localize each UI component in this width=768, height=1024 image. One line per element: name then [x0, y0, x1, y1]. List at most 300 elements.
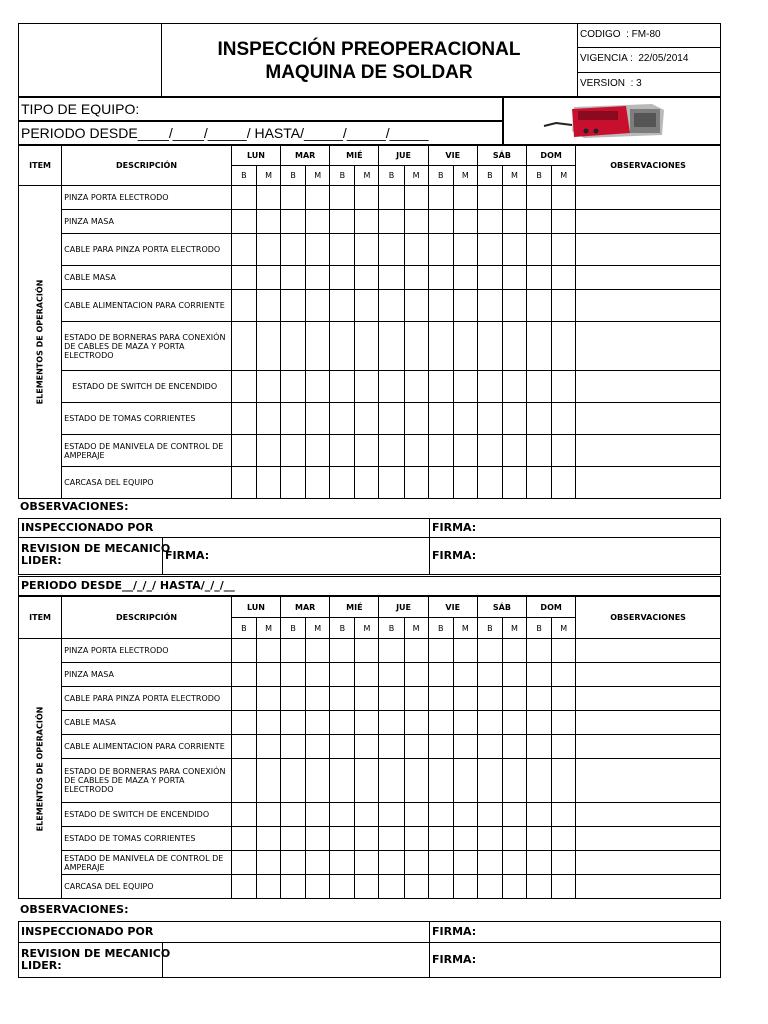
check-cell[interactable]	[404, 290, 428, 322]
check-cell[interactable]	[502, 371, 526, 403]
observation-cell[interactable]	[576, 322, 721, 371]
check-cell[interactable]	[453, 827, 477, 851]
check-cell[interactable]	[281, 851, 306, 875]
check-cell[interactable]	[502, 403, 526, 435]
check-cell[interactable]	[330, 711, 355, 735]
check-cell[interactable]	[404, 435, 428, 467]
check-cell[interactable]	[306, 467, 330, 499]
check-cell[interactable]	[231, 371, 256, 403]
check-cell[interactable]	[330, 371, 355, 403]
check-cell[interactable]	[453, 875, 477, 899]
check-cell[interactable]	[527, 735, 552, 759]
check-cell[interactable]	[330, 875, 355, 899]
check-cell[interactable]	[453, 663, 477, 687]
check-cell[interactable]	[453, 371, 477, 403]
check-cell[interactable]	[231, 711, 256, 735]
check-cell[interactable]	[306, 322, 330, 371]
check-cell[interactable]	[281, 663, 306, 687]
check-cell[interactable]	[330, 803, 355, 827]
check-cell[interactable]	[527, 803, 552, 827]
check-cell[interactable]	[404, 759, 428, 803]
check-cell[interactable]	[231, 210, 256, 234]
check-cell[interactable]	[256, 851, 280, 875]
check-cell[interactable]	[502, 803, 526, 827]
check-cell[interactable]	[330, 186, 355, 210]
check-cell[interactable]	[552, 371, 576, 403]
check-cell[interactable]	[428, 711, 453, 735]
check-cell[interactable]	[428, 322, 453, 371]
check-cell[interactable]	[428, 851, 453, 875]
check-cell[interactable]	[256, 322, 280, 371]
check-cell[interactable]	[231, 803, 256, 827]
check-cell[interactable]	[306, 735, 330, 759]
check-cell[interactable]	[477, 371, 502, 403]
check-cell[interactable]	[355, 186, 379, 210]
check-cell[interactable]	[330, 663, 355, 687]
check-cell[interactable]	[330, 467, 355, 499]
check-cell[interactable]	[428, 435, 453, 467]
check-cell[interactable]	[404, 735, 428, 759]
check-cell[interactable]	[477, 759, 502, 803]
check-cell[interactable]	[256, 735, 280, 759]
check-cell[interactable]	[281, 827, 306, 851]
check-cell[interactable]	[527, 711, 552, 735]
check-cell[interactable]	[379, 687, 404, 711]
check-cell[interactable]	[231, 186, 256, 210]
check-cell[interactable]	[552, 290, 576, 322]
check-cell[interactable]	[502, 234, 526, 266]
check-cell[interactable]	[379, 403, 404, 435]
check-cell[interactable]	[256, 371, 280, 403]
check-cell[interactable]	[256, 687, 280, 711]
check-cell[interactable]	[428, 210, 453, 234]
check-cell[interactable]	[552, 186, 576, 210]
check-cell[interactable]	[330, 290, 355, 322]
check-cell[interactable]	[306, 851, 330, 875]
check-cell[interactable]	[306, 371, 330, 403]
check-cell[interactable]	[231, 735, 256, 759]
check-cell[interactable]	[379, 467, 404, 499]
observation-cell[interactable]	[576, 851, 721, 875]
check-cell[interactable]	[281, 639, 306, 663]
check-cell[interactable]	[256, 827, 280, 851]
check-cell[interactable]	[281, 687, 306, 711]
check-cell[interactable]	[256, 290, 280, 322]
check-cell[interactable]	[527, 403, 552, 435]
check-cell[interactable]	[428, 290, 453, 322]
check-cell[interactable]	[502, 266, 526, 290]
check-cell[interactable]	[552, 759, 576, 803]
observation-cell[interactable]	[576, 435, 721, 467]
check-cell[interactable]	[428, 735, 453, 759]
check-cell[interactable]	[256, 467, 280, 499]
check-cell[interactable]	[256, 803, 280, 827]
check-cell[interactable]	[552, 875, 576, 899]
check-cell[interactable]	[477, 186, 502, 210]
check-cell[interactable]	[428, 234, 453, 266]
check-cell[interactable]	[231, 435, 256, 467]
check-cell[interactable]	[428, 639, 453, 663]
check-cell[interactable]	[256, 759, 280, 803]
observation-cell[interactable]	[576, 827, 721, 851]
observation-cell[interactable]	[576, 266, 721, 290]
check-cell[interactable]	[527, 322, 552, 371]
check-cell[interactable]	[231, 322, 256, 371]
check-cell[interactable]	[379, 266, 404, 290]
check-cell[interactable]	[355, 322, 379, 371]
check-cell[interactable]	[231, 827, 256, 851]
observation-cell[interactable]	[576, 687, 721, 711]
check-cell[interactable]	[527, 687, 552, 711]
check-cell[interactable]	[330, 234, 355, 266]
check-cell[interactable]	[453, 851, 477, 875]
check-cell[interactable]	[477, 290, 502, 322]
check-cell[interactable]	[281, 186, 306, 210]
check-cell[interactable]	[306, 875, 330, 899]
check-cell[interactable]	[428, 759, 453, 803]
observation-cell[interactable]	[576, 371, 721, 403]
check-cell[interactable]	[281, 210, 306, 234]
check-cell[interactable]	[552, 403, 576, 435]
check-cell[interactable]	[355, 467, 379, 499]
check-cell[interactable]	[477, 234, 502, 266]
check-cell[interactable]	[379, 759, 404, 803]
check-cell[interactable]	[256, 266, 280, 290]
check-cell[interactable]	[428, 687, 453, 711]
check-cell[interactable]	[527, 210, 552, 234]
check-cell[interactable]	[379, 186, 404, 210]
observation-cell[interactable]	[576, 210, 721, 234]
check-cell[interactable]	[404, 210, 428, 234]
check-cell[interactable]	[502, 875, 526, 899]
check-cell[interactable]	[355, 875, 379, 899]
check-cell[interactable]	[453, 210, 477, 234]
observation-cell[interactable]	[576, 186, 721, 210]
check-cell[interactable]	[404, 322, 428, 371]
check-cell[interactable]	[453, 687, 477, 711]
check-cell[interactable]	[281, 711, 306, 735]
check-cell[interactable]	[281, 467, 306, 499]
check-cell[interactable]	[330, 735, 355, 759]
check-cell[interactable]	[477, 735, 502, 759]
check-cell[interactable]	[404, 186, 428, 210]
check-cell[interactable]	[527, 759, 552, 803]
check-cell[interactable]	[428, 827, 453, 851]
check-cell[interactable]	[404, 687, 428, 711]
check-cell[interactable]	[281, 371, 306, 403]
check-cell[interactable]	[306, 687, 330, 711]
check-cell[interactable]	[404, 875, 428, 899]
check-cell[interactable]	[404, 663, 428, 687]
check-cell[interactable]	[379, 711, 404, 735]
check-cell[interactable]	[330, 851, 355, 875]
check-cell[interactable]	[256, 711, 280, 735]
check-cell[interactable]	[428, 803, 453, 827]
check-cell[interactable]	[502, 322, 526, 371]
check-cell[interactable]	[231, 467, 256, 499]
check-cell[interactable]	[379, 827, 404, 851]
check-cell[interactable]	[552, 827, 576, 851]
check-cell[interactable]	[306, 210, 330, 234]
check-cell[interactable]	[281, 435, 306, 467]
check-cell[interactable]	[527, 186, 552, 210]
check-cell[interactable]	[256, 639, 280, 663]
check-cell[interactable]	[231, 759, 256, 803]
check-cell[interactable]	[527, 371, 552, 403]
check-cell[interactable]	[281, 803, 306, 827]
check-cell[interactable]	[527, 875, 552, 899]
check-cell[interactable]	[552, 803, 576, 827]
observation-cell[interactable]	[576, 803, 721, 827]
check-cell[interactable]	[355, 403, 379, 435]
check-cell[interactable]	[477, 467, 502, 499]
check-cell[interactable]	[306, 803, 330, 827]
check-cell[interactable]	[477, 851, 502, 875]
check-cell[interactable]	[453, 266, 477, 290]
check-cell[interactable]	[281, 322, 306, 371]
check-cell[interactable]	[355, 711, 379, 735]
observation-cell[interactable]	[576, 663, 721, 687]
check-cell[interactable]	[527, 851, 552, 875]
check-cell[interactable]	[502, 735, 526, 759]
check-cell[interactable]	[231, 875, 256, 899]
check-cell[interactable]	[552, 234, 576, 266]
check-cell[interactable]	[453, 186, 477, 210]
observation-cell[interactable]	[576, 290, 721, 322]
check-cell[interactable]	[453, 403, 477, 435]
check-cell[interactable]	[330, 403, 355, 435]
check-cell[interactable]	[330, 210, 355, 234]
check-cell[interactable]	[428, 663, 453, 687]
check-cell[interactable]	[404, 827, 428, 851]
check-cell[interactable]	[527, 435, 552, 467]
check-cell[interactable]	[453, 803, 477, 827]
check-cell[interactable]	[527, 290, 552, 322]
check-cell[interactable]	[281, 403, 306, 435]
check-cell[interactable]	[379, 371, 404, 403]
check-cell[interactable]	[552, 663, 576, 687]
check-cell[interactable]	[379, 234, 404, 266]
check-cell[interactable]	[502, 711, 526, 735]
check-cell[interactable]	[477, 711, 502, 735]
check-cell[interactable]	[502, 435, 526, 467]
check-cell[interactable]	[355, 803, 379, 827]
check-cell[interactable]	[552, 851, 576, 875]
check-cell[interactable]	[552, 322, 576, 371]
check-cell[interactable]	[306, 266, 330, 290]
check-cell[interactable]	[256, 663, 280, 687]
check-cell[interactable]	[306, 759, 330, 803]
check-cell[interactable]	[306, 711, 330, 735]
check-cell[interactable]	[527, 827, 552, 851]
check-cell[interactable]	[231, 639, 256, 663]
check-cell[interactable]	[355, 266, 379, 290]
check-cell[interactable]	[552, 435, 576, 467]
check-cell[interactable]	[552, 711, 576, 735]
check-cell[interactable]	[404, 371, 428, 403]
check-cell[interactable]	[379, 290, 404, 322]
check-cell[interactable]	[428, 875, 453, 899]
check-cell[interactable]	[502, 759, 526, 803]
check-cell[interactable]	[453, 639, 477, 663]
check-cell[interactable]	[428, 467, 453, 499]
check-cell[interactable]	[477, 803, 502, 827]
check-cell[interactable]	[502, 290, 526, 322]
check-cell[interactable]	[231, 687, 256, 711]
check-cell[interactable]	[355, 210, 379, 234]
check-cell[interactable]	[404, 266, 428, 290]
check-cell[interactable]	[231, 234, 256, 266]
observation-cell[interactable]	[576, 234, 721, 266]
check-cell[interactable]	[428, 186, 453, 210]
check-cell[interactable]	[502, 851, 526, 875]
check-cell[interactable]	[330, 687, 355, 711]
check-cell[interactable]	[404, 711, 428, 735]
check-cell[interactable]	[404, 403, 428, 435]
check-cell[interactable]	[477, 435, 502, 467]
check-cell[interactable]	[477, 663, 502, 687]
check-cell[interactable]	[281, 234, 306, 266]
observation-cell[interactable]	[576, 875, 721, 899]
check-cell[interactable]	[355, 735, 379, 759]
check-cell[interactable]	[502, 210, 526, 234]
check-cell[interactable]	[256, 403, 280, 435]
check-cell[interactable]	[306, 639, 330, 663]
check-cell[interactable]	[453, 711, 477, 735]
check-cell[interactable]	[552, 266, 576, 290]
check-cell[interactable]	[404, 639, 428, 663]
check-cell[interactable]	[404, 803, 428, 827]
check-cell[interactable]	[355, 290, 379, 322]
check-cell[interactable]	[256, 875, 280, 899]
check-cell[interactable]	[552, 735, 576, 759]
check-cell[interactable]	[379, 435, 404, 467]
check-cell[interactable]	[281, 759, 306, 803]
check-cell[interactable]	[477, 827, 502, 851]
check-cell[interactable]	[330, 322, 355, 371]
check-cell[interactable]	[379, 875, 404, 899]
check-cell[interactable]	[306, 435, 330, 467]
check-cell[interactable]	[379, 803, 404, 827]
check-cell[interactable]	[355, 663, 379, 687]
check-cell[interactable]	[306, 827, 330, 851]
check-cell[interactable]	[404, 851, 428, 875]
check-cell[interactable]	[404, 234, 428, 266]
check-cell[interactable]	[428, 371, 453, 403]
check-cell[interactable]	[355, 851, 379, 875]
check-cell[interactable]	[527, 663, 552, 687]
check-cell[interactable]	[306, 403, 330, 435]
check-cell[interactable]	[355, 687, 379, 711]
observation-cell[interactable]	[576, 759, 721, 803]
check-cell[interactable]	[330, 266, 355, 290]
check-cell[interactable]	[256, 186, 280, 210]
check-cell[interactable]	[330, 759, 355, 803]
check-cell[interactable]	[404, 467, 428, 499]
observation-cell[interactable]	[576, 467, 721, 499]
check-cell[interactable]	[502, 827, 526, 851]
check-cell[interactable]	[355, 435, 379, 467]
check-cell[interactable]	[231, 290, 256, 322]
check-cell[interactable]	[428, 403, 453, 435]
check-cell[interactable]	[231, 403, 256, 435]
check-cell[interactable]	[306, 234, 330, 266]
check-cell[interactable]	[330, 827, 355, 851]
check-cell[interactable]	[552, 639, 576, 663]
check-cell[interactable]	[428, 266, 453, 290]
check-cell[interactable]	[477, 322, 502, 371]
check-cell[interactable]	[231, 851, 256, 875]
check-cell[interactable]	[306, 290, 330, 322]
check-cell[interactable]	[502, 687, 526, 711]
check-cell[interactable]	[379, 663, 404, 687]
check-cell[interactable]	[379, 322, 404, 371]
check-cell[interactable]	[502, 639, 526, 663]
check-cell[interactable]	[231, 663, 256, 687]
check-cell[interactable]	[477, 875, 502, 899]
check-cell[interactable]	[231, 266, 256, 290]
observation-cell[interactable]	[576, 735, 721, 759]
check-cell[interactable]	[355, 759, 379, 803]
check-cell[interactable]	[355, 371, 379, 403]
check-cell[interactable]	[477, 639, 502, 663]
check-cell[interactable]	[527, 266, 552, 290]
check-cell[interactable]	[379, 851, 404, 875]
check-cell[interactable]	[355, 639, 379, 663]
check-cell[interactable]	[453, 759, 477, 803]
check-cell[interactable]	[379, 210, 404, 234]
check-cell[interactable]	[552, 467, 576, 499]
check-cell[interactable]	[330, 435, 355, 467]
check-cell[interactable]	[453, 435, 477, 467]
check-cell[interactable]	[502, 186, 526, 210]
check-cell[interactable]	[453, 290, 477, 322]
check-cell[interactable]	[477, 687, 502, 711]
check-cell[interactable]	[527, 234, 552, 266]
check-cell[interactable]	[477, 210, 502, 234]
check-cell[interactable]	[256, 234, 280, 266]
check-cell[interactable]	[330, 639, 355, 663]
check-cell[interactable]	[552, 210, 576, 234]
check-cell[interactable]	[379, 639, 404, 663]
check-cell[interactable]	[281, 290, 306, 322]
check-cell[interactable]	[379, 735, 404, 759]
observation-cell[interactable]	[576, 403, 721, 435]
check-cell[interactable]	[306, 663, 330, 687]
check-cell[interactable]	[527, 639, 552, 663]
check-cell[interactable]	[453, 322, 477, 371]
check-cell[interactable]	[256, 435, 280, 467]
check-cell[interactable]	[502, 467, 526, 499]
observation-cell[interactable]	[576, 711, 721, 735]
check-cell[interactable]	[527, 467, 552, 499]
check-cell[interactable]	[453, 234, 477, 266]
check-cell[interactable]	[477, 266, 502, 290]
check-cell[interactable]	[281, 875, 306, 899]
check-cell[interactable]	[453, 735, 477, 759]
check-cell[interactable]	[552, 687, 576, 711]
check-cell[interactable]	[502, 663, 526, 687]
check-cell[interactable]	[281, 735, 306, 759]
check-cell[interactable]	[355, 827, 379, 851]
check-cell[interactable]	[281, 266, 306, 290]
check-cell[interactable]	[256, 210, 280, 234]
observation-cell[interactable]	[576, 639, 721, 663]
check-cell[interactable]	[355, 234, 379, 266]
check-cell[interactable]	[306, 186, 330, 210]
check-cell[interactable]	[477, 403, 502, 435]
check-cell[interactable]	[453, 467, 477, 499]
